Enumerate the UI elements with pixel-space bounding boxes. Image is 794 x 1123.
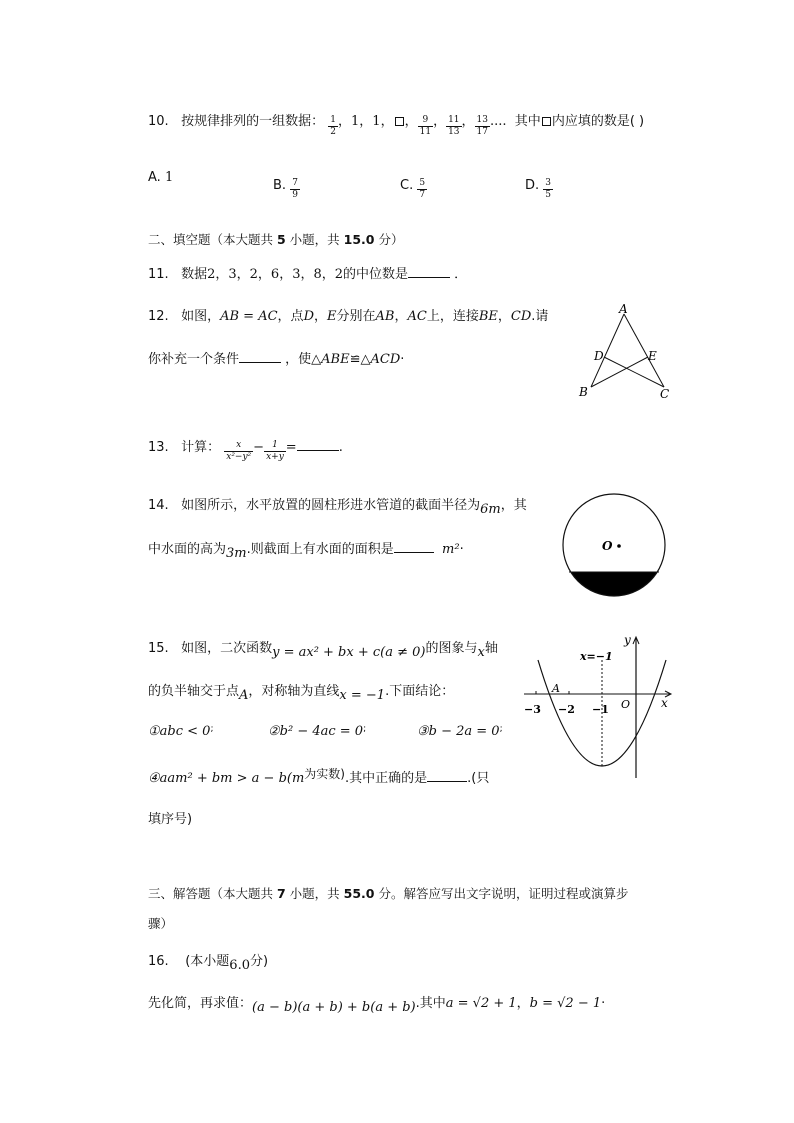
q10-option-b[interactable] <box>273 170 300 201</box>
q10-option-d-label: D. <box>525 178 540 193</box>
q12-label-c: C <box>660 387 670 401</box>
q16-line1 <box>148 950 269 973</box>
q15-label-a: A <box>552 682 560 695</box>
q10-seq-separator: ， <box>337 114 351 129</box>
q12-sep1: ， <box>314 309 328 324</box>
q11-p2: 的中位数是 <box>343 267 409 282</box>
q16-expr: (a − b)(a + b) + b(a + b) <box>252 1000 416 1015</box>
q15-line3 <box>148 724 213 739</box>
q10-seq-fraction <box>475 115 490 138</box>
q12-line-ac <box>624 314 664 387</box>
q12-label-a: A <box>619 302 628 316</box>
q10-option-a[interactable] <box>148 170 173 185</box>
q14-water-region <box>558 572 678 606</box>
sec2-title: 二、填空题（本大题共 <box>148 232 277 247</box>
q10-option-b-label: B. <box>273 178 287 193</box>
q14-answer-blank[interactable] <box>394 551 434 553</box>
q16-p1: (本小题 <box>185 954 230 969</box>
q10-seq-numerator: 9 <box>418 115 433 127</box>
q16-number: 16. <box>148 954 169 969</box>
q15-p2: 的图象与 <box>425 641 478 656</box>
q14-line2 <box>148 538 464 561</box>
q15-c4d: .(只 <box>467 771 490 786</box>
q12-d: D <box>303 309 314 324</box>
q15-label-o: O <box>621 698 631 711</box>
q16-a-value: a = √2 + 1 <box>445 996 517 1011</box>
q16-line2a: 先化简，再求值： <box>148 996 253 1011</box>
q13-minus: − <box>253 440 265 455</box>
q15-conclusion-1: ①abc < 0 <box>148 724 211 739</box>
q12-p2: ，点 <box>277 309 304 324</box>
q14-line2b: .则截面上有水面的面积是 <box>246 542 394 557</box>
q10-seq-term: 1 <box>351 114 360 129</box>
q12-abe: ABE <box>321 352 350 367</box>
q15-label-y: y <box>624 633 631 647</box>
q12-be: BE <box>478 309 498 324</box>
q13-end: . <box>338 440 343 455</box>
q16-line2b: .其中 <box>415 996 446 1011</box>
q12-ab: AB <box>375 309 395 324</box>
sec3-title: 三、解答题（本大题共 <box>148 886 277 901</box>
q15-tick-neg3: −3 <box>524 703 541 716</box>
q10-option-c[interactable] <box>400 170 427 201</box>
q13-line <box>148 432 343 463</box>
q12-acd: ACD <box>370 352 401 367</box>
q12-number: 12. <box>148 309 169 324</box>
q10-seq-fraction <box>418 115 433 138</box>
q14-dot: · <box>459 542 464 557</box>
q11-number: 11. <box>148 267 169 282</box>
q15-line2a: 的负半轴交于点 <box>148 684 240 699</box>
q13-p1: 计算： <box>181 440 221 455</box>
q11-p3: ． <box>454 267 468 282</box>
q12-line2a: 你补充一个条件 <box>148 352 240 367</box>
q10-seq-separator: ， <box>461 114 475 129</box>
q10-line <box>148 105 644 138</box>
q15-semi2: ; <box>363 724 367 734</box>
q13-answer-blank[interactable] <box>297 449 339 451</box>
q10-seq-separator: ， <box>433 114 447 129</box>
q10-after2: 内应填的数是( ) <box>551 114 645 129</box>
q14-line2a: 中水面的高为 <box>148 542 227 557</box>
q15-line5: 填序号) <box>148 812 193 827</box>
q10-option-c-num: 5 <box>419 178 426 188</box>
sec2-count: 5 <box>276 232 286 247</box>
q13-frac2-num: 1 <box>264 440 286 452</box>
q15-x: x <box>477 645 485 660</box>
q10-seq-box-icon <box>395 117 404 126</box>
q10-option-d-den: 5 <box>545 190 552 200</box>
q15-c2 <box>268 724 366 739</box>
q12-ac: AC <box>407 309 427 324</box>
q15-c4c: .其中正确的是 <box>344 771 428 786</box>
q15-label-x: x <box>661 696 668 710</box>
q15-line2b: ，对称轴为直线 <box>248 684 340 699</box>
q12-e: E <box>327 309 337 324</box>
q11-p1: 数据 <box>181 267 208 282</box>
q10-ellipsis: .... <box>490 114 507 129</box>
q12-line2 <box>148 348 404 367</box>
q14-h: 3m <box>226 546 247 561</box>
q10-option-b-num: 7 <box>292 178 298 188</box>
q16-line2 <box>148 992 606 1015</box>
q16-p2: 分) <box>249 954 269 969</box>
q16-sep: ， <box>516 996 530 1011</box>
q12-p1: 如图， <box>181 309 221 324</box>
sec2-mid: 小题，共 <box>285 232 344 247</box>
q14-p2: ，其 <box>500 498 527 513</box>
q10-option-c-den: 7 <box>419 190 426 200</box>
q12-line1 <box>148 305 548 324</box>
q14-r: 6m <box>480 502 501 517</box>
q10-seq-separator: ， <box>404 114 418 129</box>
q10-seq-fraction <box>446 115 461 138</box>
q16-dot: · <box>601 996 606 1011</box>
q14-label-o: O <box>602 539 613 553</box>
q12-cong: ≌△ <box>349 352 371 367</box>
q12-p5: .请 <box>531 309 549 324</box>
q15-line4 <box>148 765 489 786</box>
q15-answer-blank[interactable] <box>427 780 467 782</box>
q14-p1: 如图所示，水平放置的圆柱形进水管道的截面半径为 <box>181 498 481 513</box>
q14-number: 14. <box>148 498 169 513</box>
q13-frac1-num: x <box>224 440 253 452</box>
q15-p3: 轴 <box>484 641 498 656</box>
q10-seq-numerator: 13 <box>476 115 488 125</box>
q12-line2b: ，使△ <box>285 352 322 367</box>
q16-b-value: b = √2 − 1 <box>529 996 602 1011</box>
q10-sequence <box>328 114 490 137</box>
q15-line5 <box>148 808 192 827</box>
q15-number: 15. <box>148 641 169 656</box>
q10-number: 10. <box>148 114 169 129</box>
q12-label-e: E <box>648 349 657 363</box>
q12-answer-blank[interactable] <box>239 361 281 363</box>
sec3-count: 7 <box>276 886 286 901</box>
section-3-header <box>148 884 628 902</box>
q12-p3: 分别在 <box>336 309 376 324</box>
q14-pipe-figure <box>558 484 678 606</box>
q11-answer-blank[interactable] <box>408 276 450 278</box>
q15-axis: x = −1 <box>339 688 386 703</box>
q12-p4: 上，连接 <box>426 309 479 324</box>
q12-label-d: D <box>594 349 604 363</box>
q10-option-a-value: 1 <box>164 170 174 185</box>
q10-box-icon <box>542 117 551 126</box>
q12-sep2: ， <box>394 309 408 324</box>
q15-fn: y = ax² + bx + c(a ≠ 0) <box>272 645 426 660</box>
sec3-line2: 骤） <box>148 916 174 931</box>
q10-seq-separator: ， <box>380 114 394 129</box>
q15-label-axis: x=−1 <box>580 650 613 663</box>
q10-after1: 其中 <box>514 114 541 129</box>
q12-cd: CD <box>510 309 532 324</box>
q12-sep3: ， <box>497 309 511 324</box>
q10-seq-numerator: 1 <box>330 115 336 125</box>
q15-c4b: 为实数) <box>304 767 345 781</box>
q15-tick-neg2: −2 <box>558 703 575 716</box>
q13-eq: = <box>285 440 297 455</box>
q10-seq-numerator: 11 <box>448 115 460 125</box>
q15-semi1: ; <box>210 724 214 734</box>
q10-seq-term: 1 <box>372 114 381 129</box>
q12-dot: · <box>400 352 405 367</box>
q13-frac2-den: x+y <box>266 452 284 462</box>
q11-data: 2，3，2，6，3，8，2 <box>207 267 344 282</box>
q10-option-d-num: 3 <box>545 178 552 188</box>
q15-c3 <box>417 724 503 739</box>
q15-conclusion-2: ②b² − 4ac = 0 <box>268 724 364 739</box>
q15-semi3: ; <box>499 724 503 734</box>
q12-triangle-figure <box>574 300 684 405</box>
q16-score: 6.0 <box>229 958 250 973</box>
q15-a: A <box>239 688 249 703</box>
q10-stem: 按规律排列的一组数据： <box>181 114 325 129</box>
q13-number: 13. <box>148 440 169 455</box>
sec2-score: 15.0 <box>343 232 375 247</box>
q10-seq-denominator: 13 <box>448 127 460 137</box>
q14-unit: m² <box>442 542 460 557</box>
q10-option-c-label: C. <box>400 178 414 193</box>
q11-line <box>148 263 467 282</box>
sec2-end: 分） <box>374 232 404 247</box>
q10-seq-denominator: 2 <box>330 127 336 137</box>
q15-p1: 如图，二次函数 <box>181 641 273 656</box>
q12-eq: AB = AC <box>220 309 278 324</box>
q10-option-b-den: 9 <box>292 190 298 200</box>
q15-line2 <box>148 680 455 703</box>
q10-seq-denominator: 11 <box>419 127 432 137</box>
sec3-end: 分。解答应写出文字说明，证明过程或演算步 <box>374 886 629 901</box>
q15-parabola-figure <box>520 632 680 782</box>
q12-label-b: B <box>579 385 588 399</box>
q14-center-dot <box>617 544 621 548</box>
q10-seq-denominator: 17 <box>476 127 488 137</box>
q13-frac1-den: x²−y² <box>226 452 252 462</box>
q15-line1 <box>148 637 498 660</box>
q15-tick-neg1: −1 <box>592 703 609 716</box>
q15-line2c: .下面结论： <box>385 684 455 699</box>
section-2-header <box>148 230 403 248</box>
q15-conclusion-3: ③b − 2a = 0 <box>417 724 500 739</box>
q14-line1 <box>148 494 527 517</box>
sec3-score: 55.0 <box>343 886 375 901</box>
q10-seq-fraction <box>328 115 338 138</box>
q10-option-a-label: A. <box>148 170 161 185</box>
q15-conclusion-4: ④aam² + bm > a − b(m <box>148 771 305 786</box>
sec3-mid: 小题，共 <box>285 886 344 901</box>
q10-seq-separator: ， <box>359 114 373 129</box>
q10-option-d[interactable] <box>525 170 553 201</box>
section-3-header-line2 <box>148 914 173 932</box>
